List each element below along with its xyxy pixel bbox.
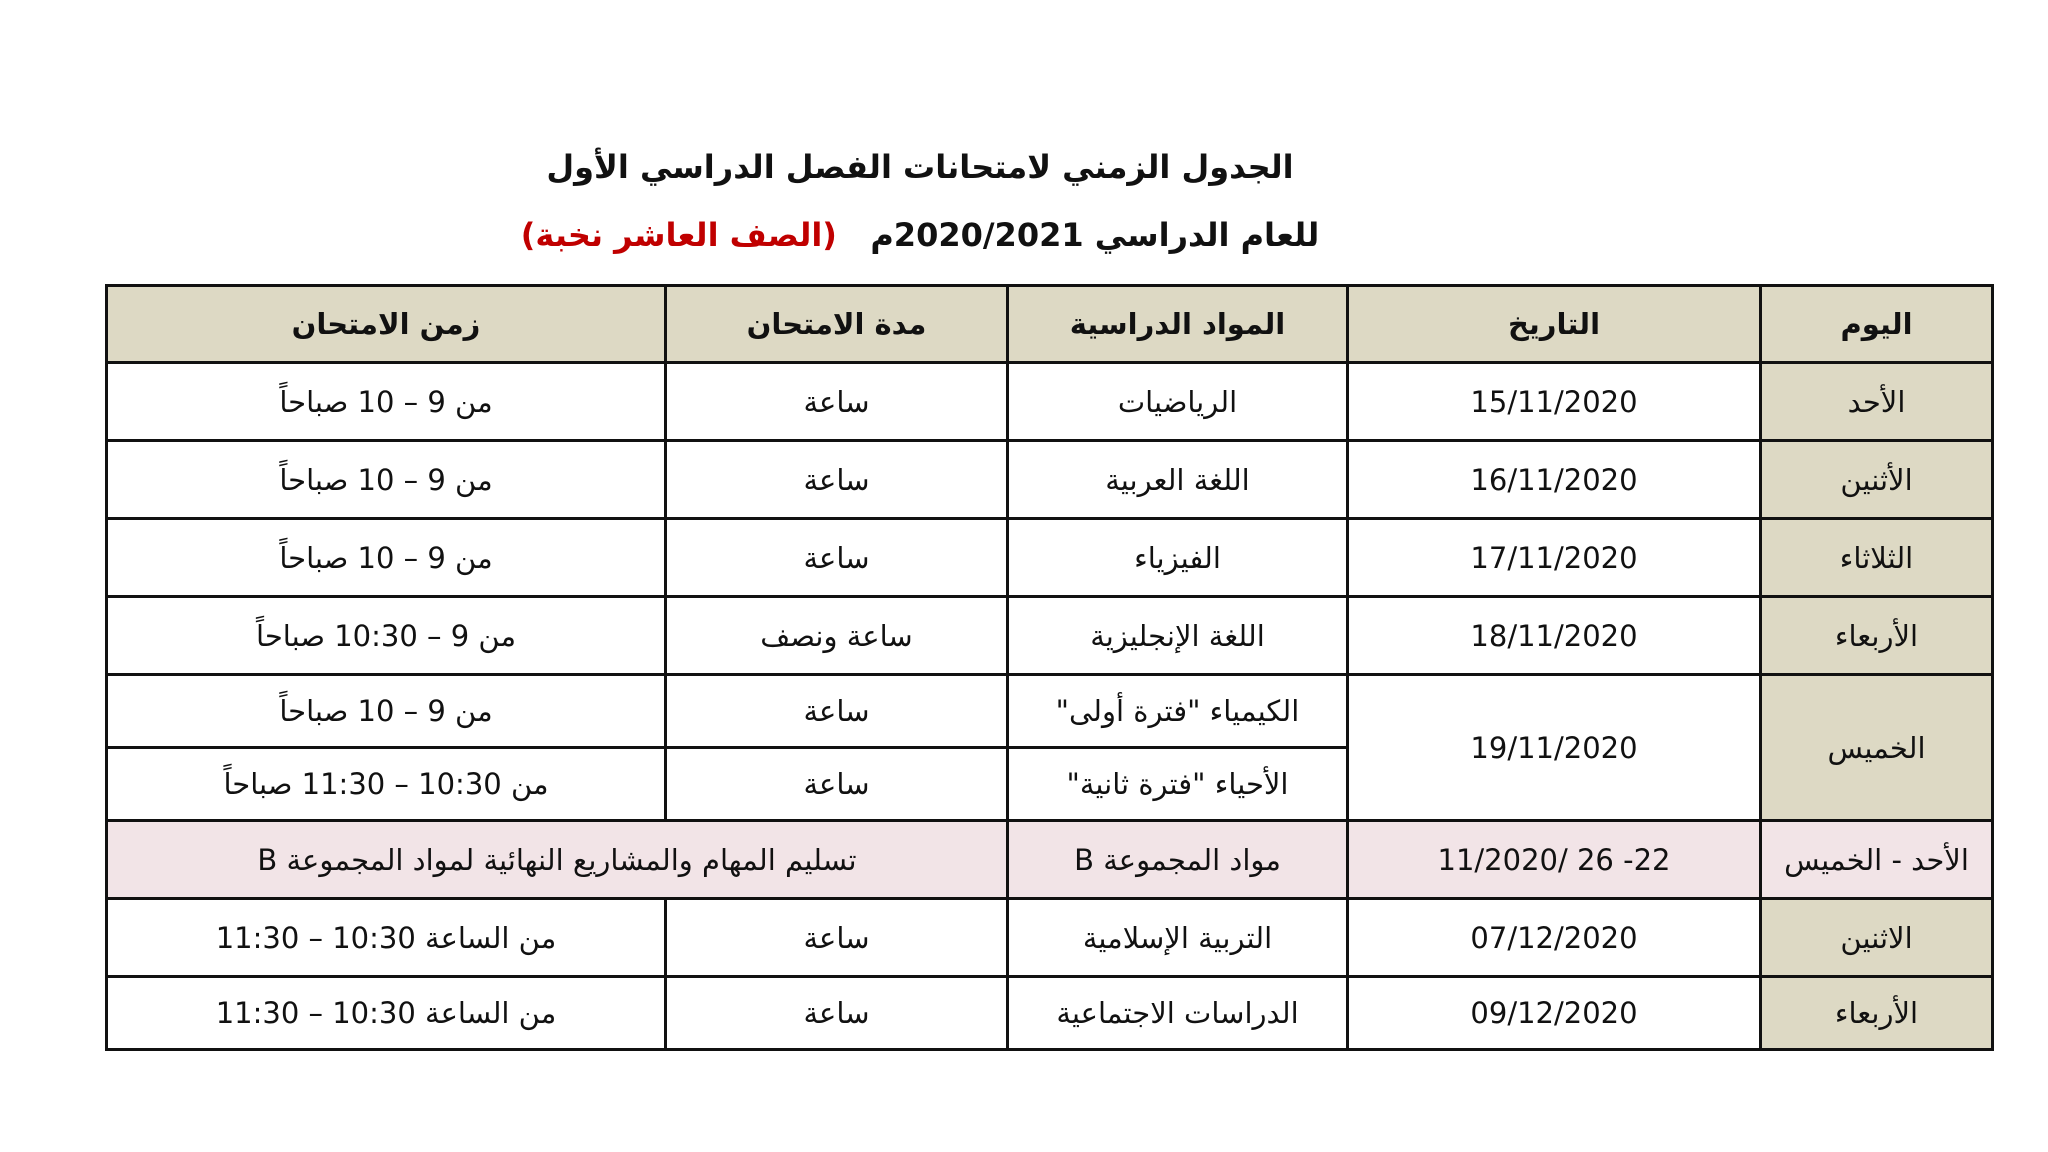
subject-cell: اللغة الإنجليزية xyxy=(1008,597,1348,675)
header-duration: مدة الامتحان xyxy=(666,286,1008,363)
subject-cell: مواد المجموعة B xyxy=(1008,821,1348,899)
time-cell: تسليم المهام والمشاريع النهائية لمواد المجموعة B xyxy=(107,821,1008,899)
time-cell: من 9 – 10 صباحاً xyxy=(107,363,666,441)
time-cell: من الساعة 10:30 – 11:30 xyxy=(107,977,666,1050)
header-date: التاريخ xyxy=(1348,286,1761,363)
duration-cell: ساعة xyxy=(666,519,1008,597)
date-cell: 19/11/2020 xyxy=(1348,675,1761,821)
academic-year: للعام الدراسي 2020/2021م xyxy=(870,216,1320,254)
table-header-row xyxy=(107,286,1993,363)
day-cell: الأربعاء xyxy=(1761,597,1993,675)
header-day: اليوم xyxy=(1761,286,1993,363)
duration-cell: ساعة xyxy=(666,899,1008,977)
table-row xyxy=(107,519,1993,597)
duration-cell: ساعة xyxy=(666,363,1008,441)
day-cell: الأحد xyxy=(1761,363,1993,441)
time-cell: من الساعة 10:30 – 11:30 xyxy=(107,899,666,977)
date-cell: 22- 26 /11/2020 xyxy=(1348,821,1761,899)
header-subject: المواد الدراسية xyxy=(1008,286,1348,363)
subject-cell: الكيمياء "فترة أولى" xyxy=(1008,675,1348,748)
page-title: الجدول الزمني لامتحانات الفصل الدراسي الأول xyxy=(546,148,1294,186)
grade-label: (الصف العاشر نخبة) xyxy=(520,216,837,254)
table-row xyxy=(107,597,1993,675)
subject-cell: الرياضيات xyxy=(1008,363,1348,441)
subject-cell: الفيزياء xyxy=(1008,519,1348,597)
day-cell: الثلاثاء xyxy=(1761,519,1993,597)
table-row-group-b xyxy=(107,821,1993,899)
table-row xyxy=(107,899,1993,977)
duration-cell: ساعة xyxy=(666,748,1008,821)
date-cell: 18/11/2020 xyxy=(1348,597,1761,675)
time-cell: من 9 – 10 صباحاً xyxy=(107,441,666,519)
subject-cell: الأحياء "فترة ثانية" xyxy=(1008,748,1348,821)
day-cell: الأربعاء xyxy=(1761,977,1993,1050)
time-cell: من 9 – 10:30 صباحاً xyxy=(107,597,666,675)
date-cell: 09/12/2020 xyxy=(1348,977,1761,1050)
day-cell: الخميس xyxy=(1761,675,1993,821)
day-cell: الأثنين xyxy=(1761,441,1993,519)
day-cell: الاثنين xyxy=(1761,899,1993,977)
table-row xyxy=(107,441,1993,519)
duration-cell: ساعة xyxy=(666,675,1008,748)
table-row xyxy=(107,675,1993,748)
date-cell: 07/12/2020 xyxy=(1348,899,1761,977)
subject-cell: اللغة العربية xyxy=(1008,441,1348,519)
table-row xyxy=(107,977,1993,1050)
table-row xyxy=(107,363,1993,441)
subject-cell: الدراسات الاجتماعية xyxy=(1008,977,1348,1050)
exam-schedule-table xyxy=(105,284,1994,1051)
subject-cell: التربية الإسلامية xyxy=(1008,899,1348,977)
page-subtitle xyxy=(0,216,1840,254)
duration-cell: ساعة ونصف xyxy=(666,597,1008,675)
date-cell: 16/11/2020 xyxy=(1348,441,1761,519)
date-cell: 17/11/2020 xyxy=(1348,519,1761,597)
header-time: زمن الامتحان xyxy=(107,286,666,363)
day-cell: الأحد - الخميس xyxy=(1761,821,1993,899)
time-cell: من 9 – 10 صباحاً xyxy=(107,519,666,597)
duration-cell: ساعة xyxy=(666,441,1008,519)
time-cell: من 9 – 10 صباحاً xyxy=(107,675,666,748)
time-cell: من 10:30 – 11:30 صباحاً xyxy=(107,748,666,821)
duration-cell: ساعة xyxy=(666,977,1008,1050)
date-cell: 15/11/2020 xyxy=(1348,363,1761,441)
